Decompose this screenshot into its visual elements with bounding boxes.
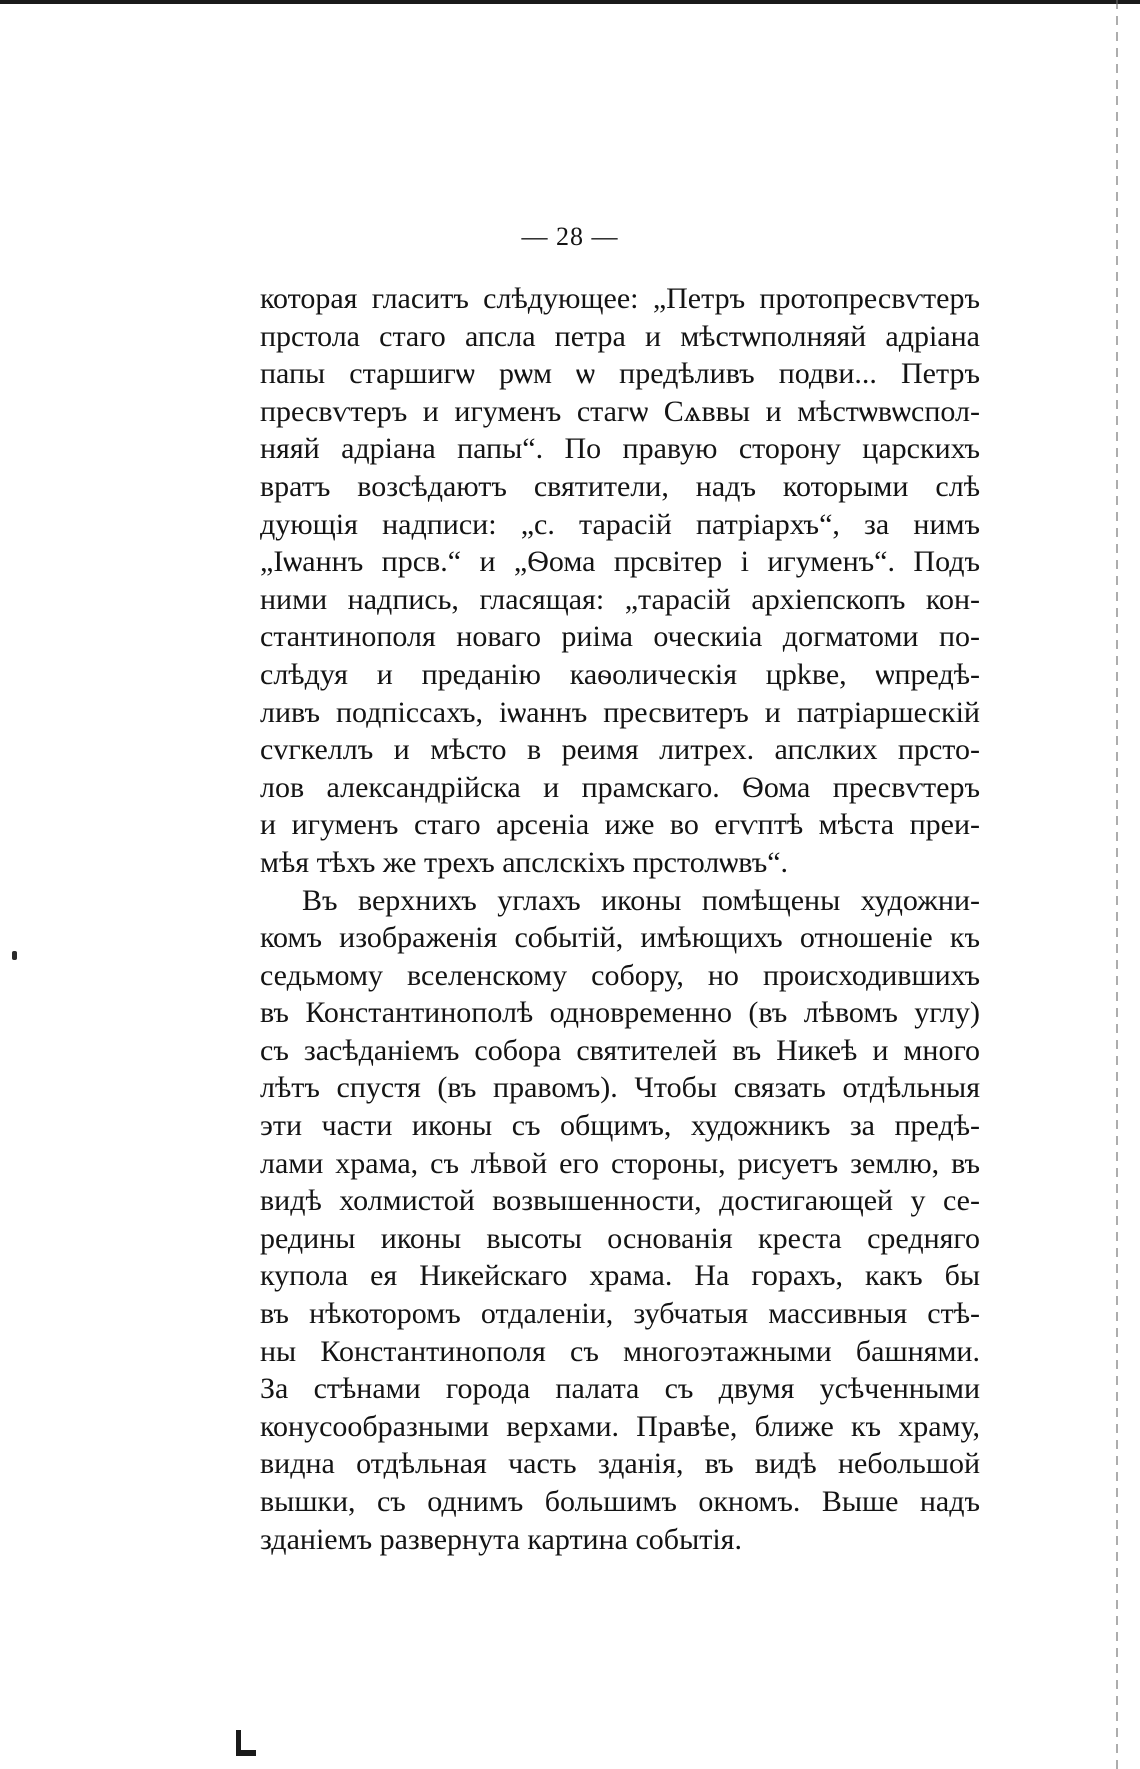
- scan-edge-line: [1116, 0, 1118, 1769]
- text-line: Въ верхнихъ углахъ иконы помѣщены художни-: [302, 883, 980, 917]
- text-line: и игуменъ стаго арсеніа иже во егѵптѣ мѣста преи-: [260, 808, 980, 842]
- text-line: мѣя тѣхъ же трехъ апслскіхъ прстолѡвъ“.: [260, 845, 789, 879]
- text-line: въ нѣкоторомъ отдаленіи, зубчатыя массивныя стѣ-: [260, 1297, 980, 1331]
- text-line: няяй адріана папы“. По правую сторону царскихъ: [260, 432, 980, 466]
- text-line: видѣ холмистой возвышенности, достигающей у се-: [260, 1184, 980, 1218]
- text-line: ны Константинополя съ многоэтажными башнями.: [260, 1334, 980, 1368]
- text-line: ними надпись, гласящая: „тарасій архіепскопъ кон-: [260, 582, 980, 616]
- text-line: конусообразными верхами. Правѣе, ближе къ храму,: [260, 1409, 980, 1443]
- text-line: въ Константинополѣ одновременно (въ лѣвомъ углу): [260, 996, 980, 1030]
- text-line: ливъ подпіссахъ, іѡаннъ пресвитеръ и патріаршескій: [260, 695, 980, 729]
- text-line: зданіемъ развернута картина событія.: [260, 1522, 742, 1556]
- text-line: вратъ возсѣдаютъ святители, надъ которыми слѣ: [260, 469, 980, 503]
- text-line: купола ея Никейскаго храма. На горахъ, какъ бы: [260, 1259, 980, 1293]
- text-line: пресвѵтеръ и игуменъ стагѡ Сѧввы и мѣстѡвѡспол-: [260, 394, 980, 428]
- text-line: сvгкеллъ и мѣсто в реимя литрех. апслких прсто-: [260, 733, 980, 767]
- top-border-rule: [0, 0, 1140, 4]
- text-line: редины иконы высоты основанія креста средняго: [260, 1221, 980, 1255]
- text-line: съ засѣданіемъ собора святителей въ Никеѣ и много: [260, 1033, 980, 1067]
- text-line: видна отдѣльная часть зданія, въ видѣ небольшой: [260, 1447, 980, 1481]
- text-line: комъ изображенія событій, имѣющихъ отношеніе къ: [260, 921, 980, 955]
- body-text: [260, 280, 980, 1558]
- text-line: которая гласитъ слѣдующее: „Петръ протопресвѵтеръ: [260, 282, 980, 315]
- text-line: За стѣнами города палата съ двумя усѣченными: [260, 1372, 980, 1406]
- text-line: „Іѡаннъ прсв.“ и „Ѳома прсвітер і игуменъ“. Подъ: [260, 545, 980, 579]
- text-line: стантинополя новаго риіма оческиіа догматоми по-: [260, 620, 980, 654]
- text-line: дующія надписи: „с. тарасій патріархъ“, за нимъ: [260, 507, 980, 541]
- page-number: — 28 —: [521, 222, 619, 251]
- text-line: эти части иконы съ общимъ, художникъ за предѣ-: [260, 1109, 980, 1143]
- text-line: вышки, съ однимъ большимъ окномъ. Выше надъ: [260, 1485, 980, 1518]
- text-line: слѣдуя и преданію каѳолическія црkве, ѡпредѣ-: [260, 657, 980, 691]
- scan-speck: [12, 951, 17, 960]
- text-line: лов александрійска и прамскаго. Ѳома пресвѵтеръ: [260, 770, 980, 804]
- text-line: седьмому вселенскому собору, но происходившихъ: [260, 958, 980, 992]
- text-line: лами храма, съ лѣвой его стороны, рисуетъ землю, въ: [260, 1146, 980, 1180]
- text-line: прстола стаго апсла петра и мѣстѡполняяй адріана: [260, 319, 980, 353]
- text-line: папы старшигѡ рѡм ѡ предѣливъ подви... Петръ: [260, 357, 980, 391]
- text-line: лѣтъ спустя (въ правомъ). Чтобы связать отдѣльныя: [260, 1071, 980, 1105]
- corner-mark-icon: [232, 1730, 258, 1758]
